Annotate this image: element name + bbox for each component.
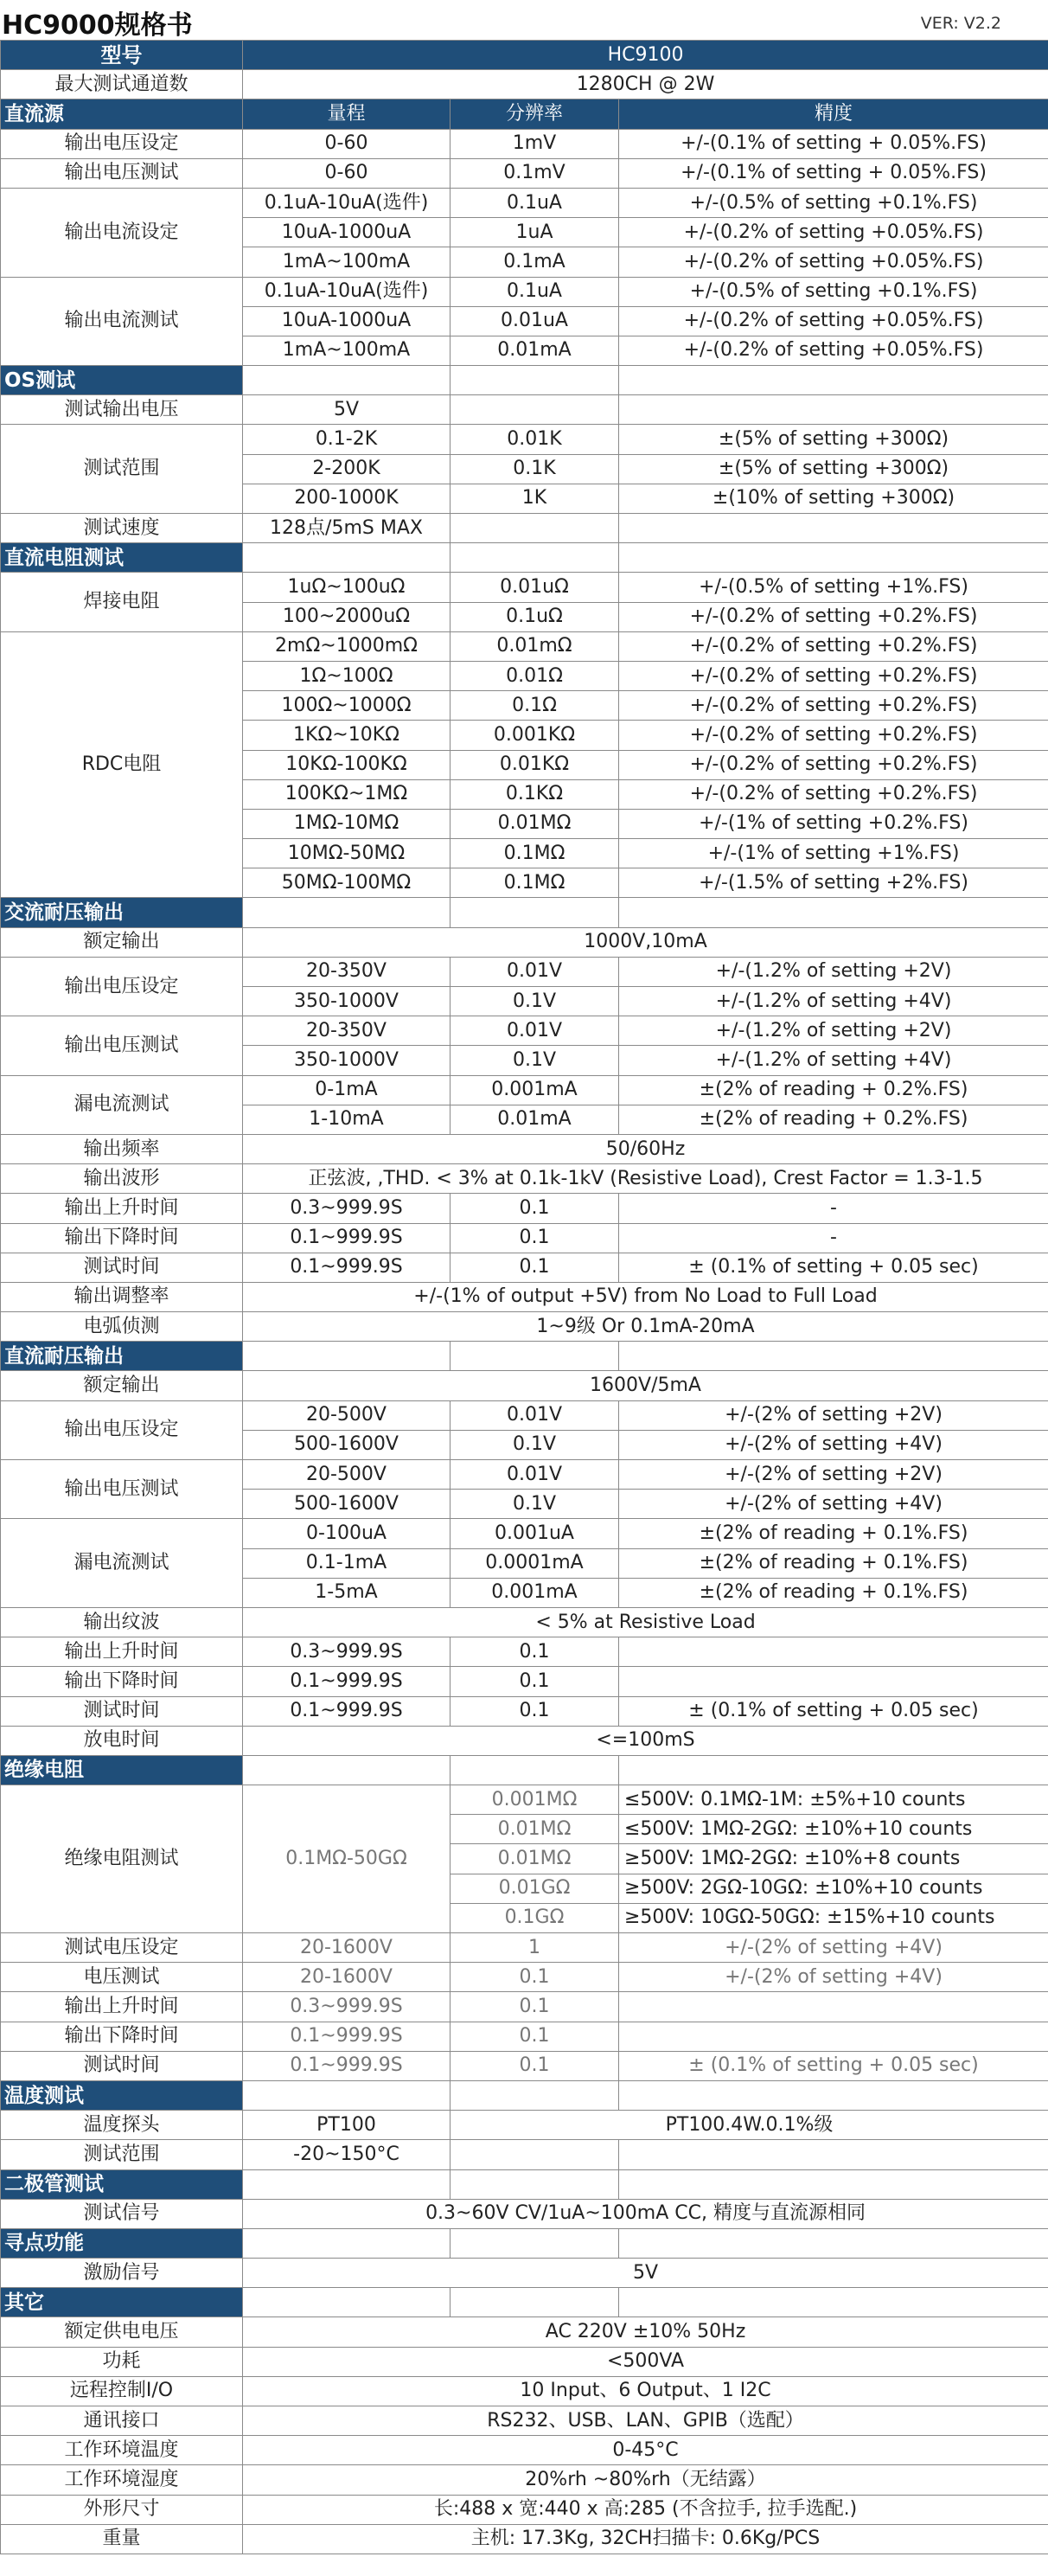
section-locate — [1, 2228, 1048, 2258]
spec-range: 1KΩ~10KΩ — [243, 721, 451, 750]
spec-accuracy: +/-(1.2% of setting +2V) — [619, 957, 1048, 986]
spec-accuracy: +/-(0.2% of setting +0.05%.FS) — [619, 218, 1048, 247]
spec-resolution: 1 — [451, 1933, 619, 1963]
spec-range: 0.3~999.9S — [243, 1992, 451, 2022]
spec-range: 0-100uA — [243, 1519, 451, 1548]
model-label: 型号 — [1, 41, 243, 70]
table-row — [1, 2022, 1048, 2051]
section-title: 直流源 — [1, 99, 243, 129]
spec-resolution: 0.1MΩ — [451, 868, 619, 898]
spec-range: 0.1~999.9S — [243, 1223, 451, 1253]
spec-accuracy: ±(2% of reading + 0.1%.FS) — [619, 1548, 1048, 1578]
table-row — [1, 1312, 1048, 1342]
spec-accuracy: ≥500V: 2GΩ-10GΩ: ±10%+10 counts — [619, 1874, 1048, 1903]
section-other — [1, 2288, 1048, 2317]
spec-resolution: 0.1MΩ — [451, 839, 619, 868]
spec-accuracy: ±(2% of reading + 0.2%.FS) — [619, 1075, 1048, 1105]
section-os-test — [1, 366, 1048, 395]
spec-resolution: 0.1mV — [451, 158, 619, 188]
document-header — [0, 0, 1048, 40]
spec-accuracy: +/-(0.2% of setting +0.05%.FS) — [619, 306, 1048, 336]
spec-range: 5V — [243, 395, 451, 425]
table-row — [1, 425, 1048, 454]
spec-range: 2-200K — [243, 454, 451, 484]
spec-range: 1mA~100mA — [243, 247, 451, 277]
spec-range: 20-1600V — [243, 1933, 451, 1963]
spec-accuracy: ≥500V: 1MΩ-2GΩ: ±10%+8 counts — [619, 1844, 1048, 1874]
spec-resolution: 0.01MΩ — [451, 1815, 619, 1844]
spec-label: 测试范围 — [1, 425, 243, 514]
spec-label: 绝缘电阻测试 — [1, 1785, 243, 1933]
spec-resolution: 0.1K — [451, 454, 619, 484]
spec-label: 输出电压设定 — [1, 957, 243, 1016]
table-row — [1, 573, 1048, 602]
spec-label: 输出电流测试 — [1, 277, 243, 366]
spec-range: 1uΩ~100uΩ — [243, 573, 451, 602]
spec-resolution: 0.1V — [451, 987, 619, 1016]
table-row — [1, 1282, 1048, 1311]
spec-accuracy: ≤500V: 1MΩ-2GΩ: ±10%+10 counts — [619, 1815, 1048, 1844]
spec-range: 0-60 — [243, 129, 451, 158]
spec-resolution: 0.01MΩ — [451, 1844, 619, 1874]
spec-accuracy: +/-(1.2% of setting +4V) — [619, 987, 1048, 1016]
spec-accuracy: +/-(1.2% of setting +4V) — [619, 1046, 1048, 1075]
section-dc-source — [1, 99, 1048, 129]
column-header-resolution: 分辨率 — [451, 99, 619, 129]
spec-accuracy: +/-(0.2% of setting +0.05%.FS) — [619, 336, 1048, 365]
table-row — [1, 2436, 1048, 2465]
spec-range: 1-5mA — [243, 1578, 451, 1607]
spec-range: 10MΩ-50MΩ — [243, 839, 451, 868]
spec-resolution: 0.1uA — [451, 277, 619, 306]
spec-label: 重量 — [1, 2524, 243, 2554]
section-title: OS测试 — [1, 366, 243, 395]
spec-resolution: 1uA — [451, 218, 619, 247]
spec-value: RS232、USB、LAN、GPIB（选配） — [243, 2406, 1048, 2436]
spec-label: 工作环境湿度 — [1, 2465, 243, 2495]
document-title: HC9000规格书 — [2, 10, 193, 41]
spec-range: 10uA-1000uA — [243, 306, 451, 336]
table-row — [1, 2259, 1048, 2288]
spec-accuracy: ±(10% of setting +300Ω) — [619, 484, 1048, 513]
section-title: 交流耐压输出 — [1, 898, 243, 927]
spec-accuracy: +/-(0.2% of setting +0.2%.FS) — [619, 721, 1048, 750]
spec-range: 100KΩ~1MΩ — [243, 779, 451, 809]
spec-range: 10KΩ-100KΩ — [243, 750, 451, 779]
table-row — [1, 1460, 1048, 1490]
spec-label: 测试时间 — [1, 1696, 243, 1726]
spec-range: 20-500V — [243, 1400, 451, 1430]
spec-accuracy: ±(2% of reading + 0.1%.FS) — [619, 1578, 1048, 1607]
section-title: 直流耐压输出 — [1, 1342, 243, 1371]
table-row — [1, 2051, 1048, 2080]
section-title: 其它 — [1, 2288, 243, 2317]
table-row — [1, 1696, 1048, 1726]
spec-resolution: 0.1V — [451, 1490, 619, 1519]
spec-accuracy: +/-(0.2% of setting +0.2%.FS) — [619, 631, 1048, 661]
spec-accuracy: +/-(0.5% of setting +0.1%.FS) — [619, 277, 1048, 306]
spec-range: 0.1~999.9S — [243, 1696, 451, 1726]
spec-accuracy: +/-(0.2% of setting +0.2%.FS) — [619, 602, 1048, 631]
spec-range: 350-1000V — [243, 987, 451, 1016]
spec-range: 0.1MΩ-50GΩ — [243, 1785, 451, 1933]
spec-label: 输出下降时间 — [1, 1667, 243, 1696]
spec-accuracy: +/-(2% of setting +4V) — [619, 1963, 1048, 1992]
table-row — [1, 2347, 1048, 2376]
spec-value: 20%rh ~80%rh（无结露） — [243, 2465, 1048, 2495]
spec-range: 100~2000uΩ — [243, 602, 451, 631]
table-row — [1, 2406, 1048, 2436]
spec-resolution: 0.01Ω — [451, 661, 619, 690]
spec-resolution: 0.01mA — [451, 1105, 619, 1134]
spec-range: 0.3~999.9S — [243, 1194, 451, 1223]
spec-accuracy: +/-(0.5% of setting +1%.FS) — [619, 573, 1048, 602]
spec-range: 20-350V — [243, 1016, 451, 1046]
table-row — [1, 2524, 1048, 2554]
spec-range: 20-500V — [243, 1460, 451, 1490]
table-row — [1, 1400, 1048, 1430]
spec-label: 放电时间 — [1, 1726, 243, 1755]
spec-resolution: 0.01KΩ — [451, 750, 619, 779]
spec-value: 正弦波, ,THD. < 3% at 0.1k-1kV (Resistive Load), Crest Factor = 1.3-1.5 — [243, 1164, 1048, 1194]
spec-label: 外形尺寸 — [1, 2495, 243, 2524]
spec-resolution: 1K — [451, 484, 619, 513]
spec-label: 额定输出 — [1, 927, 243, 957]
spec-label: 通讯接口 — [1, 2406, 243, 2436]
section-dc-hipot — [1, 1342, 1048, 1371]
spec-accuracy: +/-(2% of setting +4V) — [619, 1933, 1048, 1963]
spec-range: 200-1000K — [243, 484, 451, 513]
spec-resolution: 0.1 — [451, 2022, 619, 2051]
spec-range: 0.1-2K — [243, 425, 451, 454]
table-row — [1, 2199, 1048, 2228]
spec-accuracy: - — [619, 1223, 1048, 1253]
section-title: 绝缘电阻 — [1, 1755, 243, 1785]
spec-range: 1Ω~100Ω — [243, 661, 451, 690]
table-row — [1, 1667, 1048, 1696]
spec-range: 0.1uA-10uA(选件) — [243, 277, 451, 306]
table-row — [1, 1785, 1048, 1815]
table-row — [1, 1992, 1048, 2022]
spec-range: 2mΩ~1000mΩ — [243, 631, 451, 661]
spec-resolution: 0.1 — [451, 1223, 619, 1253]
spec-value: <=100mS — [243, 1726, 1048, 1755]
spec-resolution: 0.01mΩ — [451, 631, 619, 661]
spec-range: 0.1uA-10uA(选件) — [243, 188, 451, 217]
table-row — [1, 2465, 1048, 2495]
table-row — [1, 129, 1048, 158]
section-diode — [1, 2169, 1048, 2199]
section-dc-resistance — [1, 543, 1048, 573]
section-insulation — [1, 1755, 1048, 1785]
spec-label: 远程控制I/O — [1, 2376, 243, 2406]
spec-label: 输出电压测试 — [1, 1460, 243, 1519]
spec-resolution: 0.01uA — [451, 306, 619, 336]
spec-accuracy: +/-(0.2% of setting +0.05%.FS) — [619, 247, 1048, 277]
spec-resolution: 0.001uA — [451, 1519, 619, 1548]
table-row — [1, 1963, 1048, 1992]
spec-table — [0, 40, 1048, 2554]
spec-value: +/-(1% of output +5V) from No Load to Full Load — [243, 1282, 1048, 1311]
spec-resolution: 0.1V — [451, 1430, 619, 1459]
spec-resolution: 0.01MΩ — [451, 809, 619, 838]
spec-resolution: 0.01mA — [451, 336, 619, 365]
spec-resolution: 0.01V — [451, 1016, 619, 1046]
spec-accuracy: +/-(1.5% of setting +2%.FS) — [619, 868, 1048, 898]
spec-label: 功耗 — [1, 2347, 243, 2376]
spec-value: AC 220V ±10% 50Hz — [243, 2317, 1048, 2347]
spec-label: RDC电阻 — [1, 631, 243, 898]
spec-resolution: 0.01uΩ — [451, 573, 619, 602]
spec-label: 测试速度 — [1, 514, 243, 543]
spec-accuracy: ± (0.1% of setting + 0.05 sec) — [619, 1696, 1048, 1726]
spec-accuracy: ±(2% of reading + 0.2%.FS) — [619, 1105, 1048, 1134]
spec-value: 10 Input、6 Output、1 I2C — [243, 2376, 1048, 2406]
spec-range: 0.1~999.9S — [243, 1667, 451, 1696]
spec-label: 输出上升时间 — [1, 1194, 243, 1223]
spec-range: 20-350V — [243, 957, 451, 986]
spec-label: 漏电流测试 — [1, 1519, 243, 1608]
spec-label: 输出电压设定 — [1, 1400, 243, 1459]
table-row — [1, 1371, 1048, 1400]
table-row — [1, 2111, 1048, 2140]
spec-value: 1~9级 Or 0.1mA-20mA — [243, 1312, 1048, 1342]
table-row — [1, 1637, 1048, 1667]
spec-resolution: 0.1 — [451, 1963, 619, 1992]
table-row — [1, 1933, 1048, 1963]
spec-resolution: 0.1 — [451, 1194, 619, 1223]
spec-label: 测试时间 — [1, 1253, 243, 1282]
spec-label: 输出纹波 — [1, 1607, 243, 1637]
spec-label: 输出频率 — [1, 1134, 243, 1163]
spec-range: 100Ω~1000Ω — [243, 691, 451, 721]
spec-accuracy: ±(2% of reading + 0.1%.FS) — [619, 1519, 1048, 1548]
spec-label: 输出上升时间 — [1, 1992, 243, 2022]
spec-resolution: 0.1 — [451, 2051, 619, 2080]
spec-accuracy: ≥500V: 10GΩ-50GΩ: ±15%+10 counts — [619, 1903, 1048, 1932]
spec-range: 0-1mA — [243, 1075, 451, 1105]
spec-resolution: 0.01V — [451, 957, 619, 986]
spec-label: 测试电压设定 — [1, 1933, 243, 1963]
spec-label: 输出下降时间 — [1, 2022, 243, 2051]
spec-label: 额定输出 — [1, 1371, 243, 1400]
table-row — [1, 1164, 1048, 1194]
table-row — [1, 1519, 1048, 1548]
table-row — [1, 2495, 1048, 2524]
spec-accuracy: PT100.4W.0.1%级 — [451, 2111, 1048, 2140]
spec-resolution: 0.1 — [451, 1696, 619, 1726]
column-header-accuracy: 精度 — [619, 99, 1048, 129]
spec-label: 电压测试 — [1, 1963, 243, 1992]
spec-resolution: 0.001MΩ — [451, 1785, 619, 1815]
table-row — [1, 1607, 1048, 1637]
spec-range: 0.1~999.9S — [243, 1253, 451, 1282]
spec-resolution: 0.1GΩ — [451, 1903, 619, 1932]
spec-value: 1280CH @ 2W — [243, 70, 1048, 99]
table-row — [1, 927, 1048, 957]
table-row — [1, 1016, 1048, 1046]
spec-resolution: 0.0001mA — [451, 1548, 619, 1578]
spec-value: 1000V,10mA — [243, 927, 1048, 957]
spec-resolution: 0.01V — [451, 1400, 619, 1430]
section-ac-hipot — [1, 898, 1048, 927]
spec-label: 输出下降时间 — [1, 1223, 243, 1253]
spec-range: 128点/5mS MAX — [243, 514, 451, 543]
spec-value: < 5% at Resistive Load — [243, 1607, 1048, 1637]
table-row — [1, 188, 1048, 217]
spec-range: 0-60 — [243, 158, 451, 188]
spec-resolution: 0.1 — [451, 1637, 619, 1667]
spec-value: 50/60Hz — [243, 1134, 1048, 1163]
section-title: 寻点功能 — [1, 2228, 243, 2258]
spec-accuracy: ±(5% of setting +300Ω) — [619, 425, 1048, 454]
spec-range: 500-1600V — [243, 1490, 451, 1519]
spec-accuracy: +/-(2% of setting +4V) — [619, 1490, 1048, 1519]
table-row — [1, 1134, 1048, 1163]
spec-resolution: 0.1mA — [451, 247, 619, 277]
spec-label: 测试时间 — [1, 2051, 243, 2080]
spec-label: 输出电压测试 — [1, 1016, 243, 1075]
spec-value: 0-45°C — [243, 2436, 1048, 2465]
spec-range: 20-1600V — [243, 1963, 451, 1992]
spec-label: 激励信号 — [1, 2259, 243, 2288]
spec-resolution: 0.01V — [451, 1460, 619, 1490]
spec-range: 1mA~100mA — [243, 336, 451, 365]
spec-value: <500VA — [243, 2347, 1048, 2376]
spec-range: 1-10mA — [243, 1105, 451, 1134]
spec-resolution: 0.1uA — [451, 188, 619, 217]
spec-accuracy: ±(5% of setting +300Ω) — [619, 454, 1048, 484]
spec-accuracy: +/-(0.1% of setting + 0.05%.FS) — [619, 158, 1048, 188]
spec-value: 长:488 x 宽:440 x 高:285 (不含拉手, 拉手选配.) — [243, 2495, 1048, 2524]
spec-label: 工作环境温度 — [1, 2436, 243, 2465]
spec-value: 主机: 17.3Kg, 32CH扫描卡: 0.6Kg/PCS — [243, 2524, 1048, 2554]
spec-range: 0.1~999.9S — [243, 2051, 451, 2080]
spec-label: 焊接电阻 — [1, 573, 243, 631]
spec-label: 测试信号 — [1, 2199, 243, 2228]
spec-value: 1600V/5mA — [243, 1371, 1048, 1400]
spec-range: 500-1600V — [243, 1430, 451, 1459]
section-title: 温度测试 — [1, 2080, 243, 2110]
spec-resolution: 0.01GΩ — [451, 1874, 619, 1903]
table-row — [1, 1253, 1048, 1282]
table-row — [1, 957, 1048, 986]
spec-label: 输出电压设定 — [1, 129, 243, 158]
spec-label: 电弧侦测 — [1, 1312, 243, 1342]
spec-resolution: 0.1KΩ — [451, 779, 619, 809]
spec-label: 输出波形 — [1, 1164, 243, 1194]
model-row — [1, 41, 1048, 70]
table-row — [1, 1075, 1048, 1105]
spec-range: 0.3~999.9S — [243, 1637, 451, 1667]
spec-range: PT100 — [243, 2111, 451, 2140]
column-header-range: 量程 — [243, 99, 451, 129]
spec-label: 输出电流设定 — [1, 188, 243, 277]
table-row — [1, 1223, 1048, 1253]
spec-range: 0.1~999.9S — [243, 2022, 451, 2051]
spec-accuracy: +/-(1% of setting +1%.FS) — [619, 839, 1048, 868]
spec-accuracy: +/-(2% of setting +2V) — [619, 1460, 1048, 1490]
spec-accuracy: - — [619, 1194, 1048, 1223]
spec-range: 10uA-1000uA — [243, 218, 451, 247]
table-row — [1, 158, 1048, 188]
spec-label: 漏电流测试 — [1, 1075, 243, 1134]
spec-accuracy: +/-(0.2% of setting +0.2%.FS) — [619, 691, 1048, 721]
document-version: VER: V2.2 — [920, 14, 1001, 33]
spec-accuracy: ± (0.1% of setting + 0.05 sec) — [619, 1253, 1048, 1282]
spec-range: 1MΩ-10MΩ — [243, 809, 451, 838]
spec-accuracy: +/-(0.1% of setting + 0.05%.FS) — [619, 129, 1048, 158]
spec-accuracy: +/-(1% of setting +0.2%.FS) — [619, 809, 1048, 838]
spec-accuracy: +/-(0.2% of setting +0.2%.FS) — [619, 661, 1048, 690]
spec-resolution: 0.1V — [451, 1046, 619, 1075]
spec-resolution: 0.001mA — [451, 1075, 619, 1105]
spec-resolution: 0.001mA — [451, 1578, 619, 1607]
spec-label: 输出调整率 — [1, 1282, 243, 1311]
spec-value: 5V — [243, 2259, 1048, 2288]
max-channels-row — [1, 70, 1048, 99]
spec-accuracy: +/-(1.2% of setting +2V) — [619, 1016, 1048, 1046]
table-row — [1, 2317, 1048, 2347]
spec-range: 0.1-1mA — [243, 1548, 451, 1578]
spec-accuracy: +/-(0.2% of setting +0.2%.FS) — [619, 750, 1048, 779]
section-title: 二极管测试 — [1, 2169, 243, 2199]
spec-accuracy: +/-(0.2% of setting +0.2%.FS) — [619, 779, 1048, 809]
spec-resolution: 0.01K — [451, 425, 619, 454]
table-row — [1, 277, 1048, 306]
table-row — [1, 1194, 1048, 1223]
spec-label: 最大测试通道数 — [1, 70, 243, 99]
spec-accuracy: +/-(2% of setting +2V) — [619, 1400, 1048, 1430]
table-row — [1, 514, 1048, 543]
spec-resolution: 0.1 — [451, 1253, 619, 1282]
spec-range: 50MΩ-100MΩ — [243, 868, 451, 898]
spec-value: 0.3~60V CV/1uA~100mA CC, 精度与直流源相同 — [243, 2199, 1048, 2228]
spec-accuracy: +/-(2% of setting +4V) — [619, 1430, 1048, 1459]
spec-label: 输出电压测试 — [1, 158, 243, 188]
spec-accuracy: +/-(0.5% of setting +0.1%.FS) — [619, 188, 1048, 217]
table-row — [1, 2376, 1048, 2406]
spec-resolution: 0.1uΩ — [451, 602, 619, 631]
spec-range: -20~150°C — [243, 2140, 451, 2169]
spec-resolution: 0.1 — [451, 1667, 619, 1696]
spec-label: 温度探头 — [1, 2111, 243, 2140]
table-row — [1, 2140, 1048, 2169]
spec-label: 测试输出电压 — [1, 395, 243, 425]
table-row — [1, 1726, 1048, 1755]
model-value: HC9100 — [243, 41, 1048, 70]
section-temperature — [1, 2080, 1048, 2110]
spec-accuracy: ≤500V: 0.1MΩ-1M: ±5%+10 counts — [619, 1785, 1048, 1815]
spec-resolution: 0.1 — [451, 1992, 619, 2022]
spec-range: 350-1000V — [243, 1046, 451, 1075]
spec-label: 输出上升时间 — [1, 1637, 243, 1667]
spec-accuracy: ± (0.1% of setting + 0.05 sec) — [619, 2051, 1048, 2080]
spec-label: 额定供电电压 — [1, 2317, 243, 2347]
spec-resolution: 0.001KΩ — [451, 721, 619, 750]
spec-label: 测试范围 — [1, 2140, 243, 2169]
table-row — [1, 395, 1048, 425]
section-title: 直流电阻测试 — [1, 543, 243, 573]
spec-resolution: 1mV — [451, 129, 619, 158]
spec-resolution: 0.1Ω — [451, 691, 619, 721]
table-row — [1, 631, 1048, 661]
